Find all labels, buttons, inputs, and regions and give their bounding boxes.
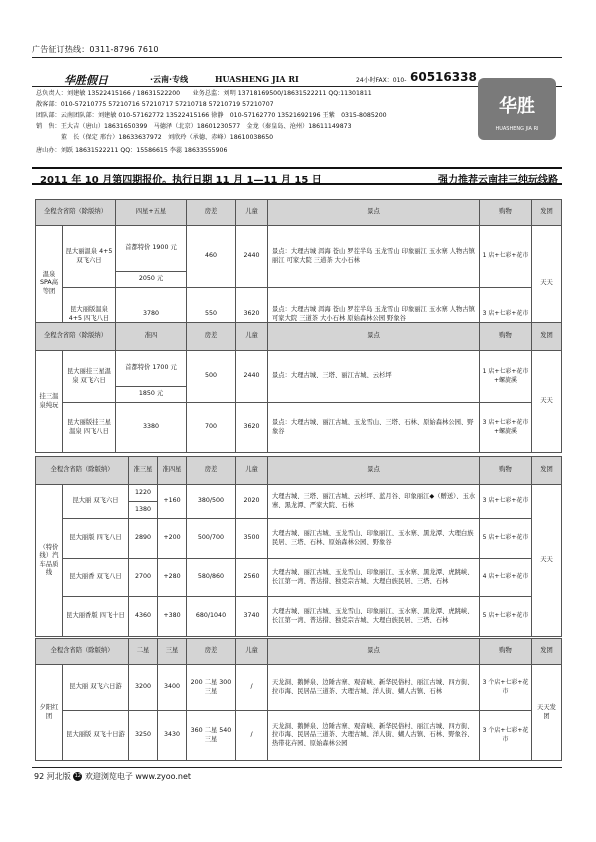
col-header-shopping: 购物	[480, 639, 532, 665]
price-cell: +380	[158, 597, 187, 637]
logo-text: 华胜	[499, 96, 535, 117]
price-table-sunset	[35, 638, 562, 761]
price-table-spa	[35, 199, 562, 342]
route-name: 昆大丽版温泉 4+5 四飞八日	[63, 288, 116, 342]
category-label: （特价线）汽车品质线	[36, 485, 63, 637]
child-price: 3620	[236, 288, 268, 342]
scenic-spots: 大理古城、丽江古城、玉龙雪山、印象丽江、玉水寨、黑龙潭、虎跳峡、长江第一湾、普达措、独克宗古城、大理白族民居、三塔、石林	[268, 559, 480, 597]
departure-schedule: 天天发团	[532, 665, 562, 761]
route-name: 昆大丽版 双飞十日游	[63, 711, 129, 761]
child-price: 3620	[236, 403, 268, 453]
col-header-route: 全程含省陪（除版纳）	[36, 457, 129, 485]
category-label: 挂三温泉纯玩	[36, 351, 63, 453]
route-name: 昆大丽香 双飞八日	[63, 559, 129, 597]
scenic-spots: 景点：大理古城 洱海 苍山 罗茬半岛 玉龙雪山 印象丽江 玉水寨 人物古镇 丽江 可家大院 三道茶 大小石林	[268, 226, 480, 288]
price-cell: +160	[158, 485, 187, 519]
room-diff: 680/1040	[187, 597, 236, 637]
room-diff: 500	[187, 351, 236, 403]
brand-subtitle: ·云南·专线	[150, 75, 189, 84]
price-cell: 3380	[116, 403, 187, 453]
shopping-info: 3 店+七彩+花市	[480, 288, 532, 342]
room-diff: 500/700	[187, 519, 236, 559]
banner-recommend: 强力推荐云南挂三纯玩线路	[438, 175, 558, 186]
scenic-spots: 大理古城、丽江古城、玉龙雪山、印象丽江、玉水寨、黑龙潭、大理白族民居、三塔、石林、原始森林公园、野象谷	[268, 519, 480, 559]
shopping-info: 4 店+七彩+花市	[480, 559, 532, 597]
contact-line: 总负责人：刘建敏 13522415166 / 18631522200 业务总监：刘明 13718169500/18631522211 QQ:11301811	[36, 90, 372, 97]
col-header-room-diff: 房差	[187, 639, 236, 665]
col-header-shopping: 购物	[480, 323, 532, 351]
price-table-hot-spring	[35, 322, 562, 453]
departure-schedule: 天天	[532, 485, 562, 637]
scenic-spots: 景点：大理古城、三塔、丽江古城、云杉坪	[268, 351, 480, 403]
room-diff: 550	[187, 288, 236, 342]
price-cell: 2700	[129, 559, 158, 597]
top-rule	[32, 57, 562, 58]
price-cell: 首都特价 1700 元	[116, 351, 187, 387]
room-diff: 380/500	[187, 485, 236, 519]
col-header-scenic: 景点	[268, 200, 480, 226]
room-diff: 700	[187, 403, 236, 453]
section-badge-icon: 12	[74, 773, 81, 779]
price-cell: 2890	[129, 519, 158, 559]
route-name: 昆大丽版挂三星温泉 四飞八日	[63, 403, 116, 453]
page-footer	[34, 771, 191, 782]
price-cell: 3780	[116, 288, 187, 342]
price-cell: 3200	[129, 665, 158, 711]
col-header-shopping: 购物	[480, 200, 532, 226]
col-header-child: 儿童	[236, 323, 268, 351]
price-cell: 4360	[129, 597, 158, 637]
company-logo	[478, 78, 556, 140]
room-diff: 360 二星 540 三星	[187, 711, 236, 761]
child-price: 2560	[236, 559, 268, 597]
col-header-scenic: 景点	[268, 457, 480, 485]
col-header-price: 三星	[158, 639, 187, 665]
price-cell: 3430	[158, 711, 187, 761]
shopping-info: 1 店+七彩+花市+螺旋溪	[480, 351, 532, 403]
scenic-spots: 景点：大理古城 洱海 苍山 罗茬半岛 玉龙雪山 印象丽江 玉水寨 人物古镇 可家大院 三道茶 大小石林 原始森林公园 野象谷	[268, 288, 480, 342]
scenic-spots: 景点：大理古城、丽江古城、玉龙雪山、三塔、石林、原始森林公园、野象谷	[268, 403, 480, 453]
contact-line: 散客部：010-57210775 57210716 57210717 57210718 57210719 57210707	[36, 101, 274, 108]
shopping-info: 5 店+七彩+花市	[480, 597, 532, 637]
col-header-price: 准四	[116, 323, 187, 351]
price-cell: 3400	[158, 665, 187, 711]
fax-label: 24小时FAX：010-	[356, 77, 407, 84]
col-header-price: 准三星	[129, 457, 158, 485]
shopping-info: 3 店+七彩+花市+螺旋溪	[480, 403, 532, 453]
col-header-scenic: 景点	[268, 323, 480, 351]
child-price: 3740	[236, 597, 268, 637]
shopping-info: 3 个店+七彩+花市	[480, 665, 532, 711]
col-header-child: 儿童	[236, 200, 268, 226]
footer-rule	[32, 767, 562, 768]
route-name: 昆大丽温泉 4+5 双飞六日	[63, 226, 116, 288]
route-name: 昆大丽版 四飞八日	[63, 519, 129, 559]
category-label: 温泉SPA高等团	[36, 226, 63, 342]
col-header-room-diff: 房差	[187, 323, 236, 351]
scenic-spots: 天龙洞、鹅鲜泉、边陲古寨、观音峡、新华民俗村、丽江古城、四方街、拉市海、民居品三道茶、大理古城、洋人街、蝴人古镇、石林	[268, 665, 480, 711]
banner-period: 2011 年 10 月第四期报价。执行日期 11 月 1—11 月 15 日	[40, 175, 322, 186]
room-diff: 580/860	[187, 559, 236, 597]
price-cell: 3250	[129, 711, 158, 761]
fax-number: 60516338	[410, 70, 477, 84]
child-price: 2440	[236, 351, 268, 403]
scenic-spots: 大理古城、三塔、丽江古城、云杉坪、蓝月谷、印象丽江◆（赠送）、玉水寨、黑龙潭、严家大院、石林	[268, 485, 480, 519]
ad-hotline: 广告征订热线：0311-8796 7610	[32, 45, 159, 54]
col-header-room-diff: 房差	[187, 200, 236, 226]
brand-english: HUASHENG JIA RI	[215, 74, 299, 84]
col-header-departure: 发团	[532, 200, 562, 226]
col-header-route: 全程含省陪（除版纳）	[36, 639, 129, 665]
col-header-departure: 发团	[532, 457, 562, 485]
contact-line: 唐山办：刘跃 18631522211 QQ：15586615 李蕊 18633555906	[36, 147, 228, 154]
col-header-price: 四星+五星	[116, 200, 187, 226]
col-header-price: 准四星	[158, 457, 187, 485]
category-label: 夕阳红团	[36, 665, 63, 761]
col-header-route: 全程含省陪（除版纳）	[36, 323, 116, 351]
price-table-quality	[35, 456, 562, 637]
price-cell: 首都特价 1900 元	[116, 226, 187, 272]
price-banner	[32, 167, 562, 185]
child-price: /	[236, 711, 268, 761]
col-header-route: 全程含省陪（除版纳）	[36, 200, 116, 226]
contact-line: 董 长（保定 邢台）18633637972 刘欣玲（承德、赤峰）18610038650	[36, 134, 274, 141]
child-price: /	[236, 665, 268, 711]
route-name: 昆大丽香版 四飞十日	[63, 597, 129, 637]
room-diff: 460	[187, 226, 236, 288]
col-header-child: 儿童	[236, 457, 268, 485]
route-name: 昆大丽 双飞六日游	[63, 665, 129, 711]
contact-line: 团队部：云南团队部：刘建敏 010-57162772 13522415166 徐静 010-57162770 13521692196 王紫 0315-8085200	[36, 112, 387, 119]
footer-website[interactable]: 欢迎浏览电子 www.zyoo.net	[84, 772, 192, 781]
child-price: 3500	[236, 519, 268, 559]
price-cell: 1220	[129, 485, 158, 502]
departure-schedule: 天天	[532, 351, 562, 453]
shopping-info: 5 店+七彩+花市	[480, 519, 532, 559]
col-header-child: 儿童	[236, 639, 268, 665]
col-header-departure: 发团	[532, 323, 562, 351]
child-price: 2440	[236, 226, 268, 288]
scenic-spots: 天龙洞、鹅鲜泉、边陲古寨、观音峡、新华民俗村、丽江古城、四方街、拉市海、民居品三道茶、大理古城、洋人街、蝴人古镇、石林、野象谷、热带花卉园、原始森林公园	[268, 711, 480, 761]
child-price: 2020	[236, 485, 268, 519]
room-diff: 200 二星 300 三星	[187, 665, 236, 711]
route-name: 昆大丽 双飞六日	[63, 485, 129, 519]
shopping-info: 1 店+七彩+花市	[480, 226, 532, 288]
route-name: 昆大丽挂三星温泉 双飞六日	[63, 351, 116, 403]
price-cell: 1850 元	[116, 387, 187, 403]
departure-schedule: 天天	[532, 226, 562, 342]
price-cell: 2050 元	[116, 272, 187, 288]
shopping-info: 3 店+七彩+花市	[480, 485, 532, 519]
col-header-departure: 发团	[532, 639, 562, 665]
price-cell: 1380	[129, 502, 158, 519]
col-header-scenic: 景点	[268, 639, 480, 665]
col-header-shopping: 购物	[480, 457, 532, 485]
scenic-spots: 大理古城、丽江古城、玉龙雪山、印象丽江、玉水寨、黑龙潭、虎跳峡、长江第一湾、普达措、独克宗古城、大理白族民居、三塔、石林	[268, 597, 480, 637]
col-header-room-diff: 房差	[187, 457, 236, 485]
price-cell: +280	[158, 559, 187, 597]
logo-subtext: HUASHENG JIA RI	[495, 126, 539, 132]
contact-line: 销 售：王大吉（唐山）18631650399 马德泽（北京）18601230577 金龙（秦皇岛、沧州）18611149873	[36, 123, 352, 130]
shopping-info: 3 个店+七彩+花市	[480, 711, 532, 761]
col-header-price: 二星	[129, 639, 158, 665]
price-cell: +200	[158, 519, 187, 559]
page-number: 92 河北版	[34, 772, 71, 781]
brand-name: 华胜假日	[64, 74, 108, 87]
